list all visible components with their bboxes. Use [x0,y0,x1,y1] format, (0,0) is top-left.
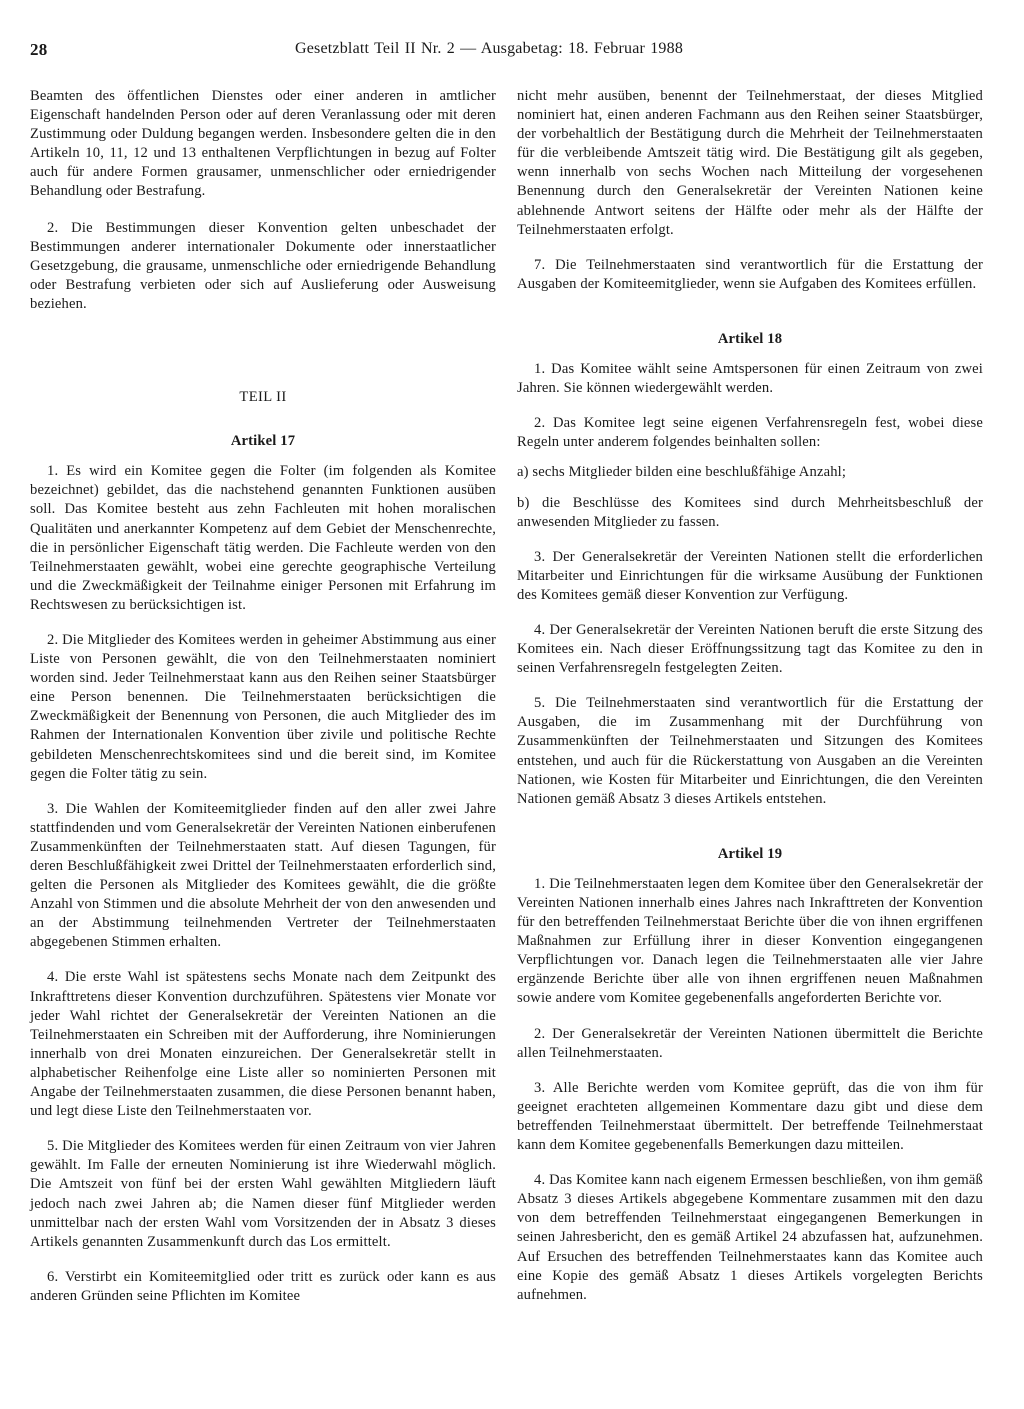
paragraph: nicht mehr ausüben, benennt der Teilnehmerstaat, der dieses Mitglied nominiert hat, einen anderen Fachmann aus den Reihen seiner Staatsbürger, der vorbehaltlich der Bestätigung durch die Mehrheit der Teilnehmerstaaten für die verbleibende Amtszeit tätig wird. Die Bestätigung gilt als gegeben, wenn innerhalb von sechs Wochen nach Mitteilung der vorgesehenen Benennung durch den Generalsekretär der Vereinten Nationen keine ablehnende Antwort seitens der Hälfte oder mehr als der Hälfte der Teilnehmerstaaten erfolgt. [517,88,983,238]
paragraph: 4. Das Komitee kann nach eigenem Ermessen beschließen, von ihm gemäß Absatz 3 dieses Artikels abgegebene Kommentare zusammen mit den dazu von dem betreffenden Teilnehmerstaat eingegangenen Bemerkungen in seinen Jahresbericht, den es gemäß Artikel 24 abzufassen hat, aufzunehmen. Auf Ersuchen des betreffenden Teilnehmerstaates kann das Komitee auch eine Kopie des gemäß Absatz 1 dieses Artikels vorgelegten Berichts aufnehmen. [517,1172,983,1303]
paragraph: 7. Die Teilnehmerstaaten sind verantwortlich für die Erstattung der Ausgaben der Komiteemitglieder, wenn sie Aufgaben des Komitees erfüllen. [517,256,983,292]
paragraph: 2. Das Komitee legt seine eigenen Verfahrensregeln fest, wobei diese Regeln unter anderem folgendes beinhalten sollen: [517,415,983,451]
page-header [30,40,996,66]
paragraph: 1. Das Komitee wählt seine Amtspersonen für einen Zeitraum von zwei Jahren. Sie können wiedergewählt werden. [517,361,983,397]
paragraph: 5. Die Teilnehmerstaaten sind verantwortlich für die Erstattung der Ausgaben, die im Zusammenhang mit der Durchführung von Zusammenkünften der Teilnehmerstaaten und Sitzungen des Komitees entstehen, und auch für die Rückerstattung von Ausgaben an die Vereinten Nationen, wie Kosten für Mitarbeiter und Einrichtungen, die den Vereinten Nationen gemäß Absatz 3 dieses Artikels entstehen. [517,695,983,807]
paragraph: 6. Verstirbt ein Komiteemitglied oder tritt es zurück oder kann es aus anderen Gründen seine Pflichten im Komitee [30,1268,496,1304]
paragraph: 3. Die Wahlen der Komiteemitglieder finden auf den aller zwei Jahre stattfindenden und vom Generalsekretär der Vereinten Nationen einberufenen Zusammenkünften der Teilnehmerstaaten statt. Auf diesen Tagungen, für deren Beschlußfähigkeit zwei Drittel der Teilnehmerstaaten erforderlich sind, gelten die Personen als Mitglieder des Komitees gewählt, die die größte Anzahl von Stimmen und die absolute Mehrheit der von den anwesenden und an der Abstimmung teilnehmenden Vertreter der Teilnehmerstaaten abgegebenen Stimmen erhalten. [30,800,496,951]
part-title: TEIL II [239,389,287,406]
article-title: Artikel 17 [230,433,296,450]
left-column [30,87,496,1322]
paragraph: 4. Der Generalsekretär der Vereinten Nationen beruft die erste Sitzung des Komitees ein. Nach dieser Eröffnungssitzung tagt das Komitee zu den in seinen Verfahrensregeln festgelegten Zeiten. [517,621,983,677]
paragraph: Beamten des öffentlichen Dienstes oder einer anderen in amtlicher Eigenschaft handelnden Person oder auf deren Veranlassung oder mit deren Zustimmung oder Duldung begangen werden. Insbesondere gelten die in den Artikeln 10, 11, 12 und 13 enthaltenen Verpflichtungen in bezug auf Folter auch für andere Formen grausamer, unmenschlicher oder erniedrigender Behandlung oder Bestrafung. [30,88,496,200]
paragraph: 2. Der Generalsekretär der Vereinten Nationen übermittelt die Berichte allen Teilnehmerstaaten. [517,1025,983,1061]
page-number: 28 [30,40,48,59]
running-title: Gesetzblatt Teil II Nr. 2 — Ausgabetag: 18. Februar 1988 [295,40,684,57]
paragraph: 3. Der Generalsekretär der Vereinten Nationen stellt die erforderlichen Mitarbeiter und Einrichtungen für die wirksame Ausübung der Funktionen des Komitees gemäß dieser Konvention zur Verfügung. [517,548,983,603]
right-column [517,87,983,1321]
article-title: Artikel 19 [717,845,783,862]
paragraph: 3. Alle Berichte werden vom Komitee geprüft, das die von ihm für geeignet erachteten allgemeinen Kommentare dazu gibt und diese dem betreffenden Teilnehmerstaat übermittelt. Der betreffende Teilnehmerstaat kann dem Komitee gegebenenfalls Bemerkungen dazu mitteilen. [517,1079,983,1154]
list-item: b) die Beschlüsse des Komitees sind durch Mehrheitsbeschluß der anwesenden Mitglieder zu fassen. [517,494,983,530]
paragraph: 4. Die erste Wahl ist spätestens sechs Monate nach dem Zeitpunkt des Inkrafttretens dieser Konvention durchzuführen. Spätestens vier Monate vor jeder Wahl richtet der Generalsekretär der Vereinten Nationen an die Teilnehmerstaaten ein Schreiben mit der Aufforderung, ihre Nominierungen innerhalb von drei Monaten einzureichen. Der Generalsekretär stellt in alphabetischer Reihenfolge eine Liste aller so nominierten Personen mit Angabe der Teilnehmerstaaten zusammen, die diese Personen benannt haben, und legt diese Liste den Teilnehmerstaaten vor. [30,969,496,1120]
paragraph: 1. Die Teilnehmerstaaten legen dem Komitee über den Generalsekretär der Vereinten Nationen innerhalb eines Jahres nach Inkrafttreten der Konvention für den betreffenden Teilnehmerstaat Berichte über die von ihnen ergriffenen Maßnahmen zur Erfüllung ihrer in dieser Konvention eingegangenen Verpflichtungen vor. Danach legen die Teilnehmerstaaten alle vier Jahre ergänzende Berichte über alle von ihnen ergriffenen neuen Maßnahmen sowie andere vom Komitee gegebenenfalls angeforderten Berichte vor. [517,875,983,1007]
paragraph: 2. Die Mitglieder des Komitees werden in geheimer Abstimmung aus einer Liste von Personen gewählt, die von den Teilnehmerstaaten nominiert worden sind. Jeder Teilnehmerstaat kann aus den Reihen seiner Staatsbürger eine Person benennen. Die Teilnehmerstaaten berücksichtigen die Zweckmäßigkeit der Benennung von Personen, die auch Mitglieder des im Rahmen der Internationalen Konvention über zivile und politische Rechte gebildeten Menschenrechtskomitees sind und die bereit sind, im Komitee gegen die Folter tätig zu sein. [30,631,496,782]
list-item: a) sechs Mitglieder bilden eine beschlußfähige Anzahl; [517,464,847,481]
article-title: Artikel 18 [717,330,783,347]
paragraph: 5. Die Mitglieder des Komitees werden für einen Zeitraum von vier Jahren gewählt. Im Falle der erneuten Nominierung ist ihre Wiederwahl möglich. Die Amtszeit von fünf bei der ersten Wahl gewählten Mitgliedern läuft jedoch nach zwei Jahren ab; die Namen dieser fünf Mitglieder werden unmittelbar nach der ersten Wahl vom Vorsitzenden der in Absatz 3 dieses Artikels genannten Zusammenkunft durch das Los ermittelt. [30,1138,496,1250]
paragraph: 2. Die Bestimmungen dieser Konvention gelten unbeschadet der Bestimmungen anderer internationaler Dokumente oder innerstaatlicher Gesetzgebung, die grausame, unmenschliche oder erniedrigende Behandlung oder Bestrafung verbieten oder sich auf Auslieferung oder Ausweisung beziehen. [30,219,496,312]
paragraph: 1. Es wird ein Komitee gegen die Folter (im folgenden als Komitee bezeichnet) gebildet, das die nachstehend genannten Funktionen ausüben soll. Das Komitee besteht aus zehn Fachleuten mit hohen moralischen Qualitäten und anerkannter Kompetenz auf dem Gebiet der Menschenrechte, die in persönlicher Eigenschaft tätig werden. Die Fachleute werden von den Teilnehmerstaaten gewählt, wobei eine gerechte geographische Verteilung und die Zweckmäßigkeit der Teilnahme einiger Personen mit Erfahrung im Rechtswesen zu berücksichtigen ist. [30,463,496,613]
